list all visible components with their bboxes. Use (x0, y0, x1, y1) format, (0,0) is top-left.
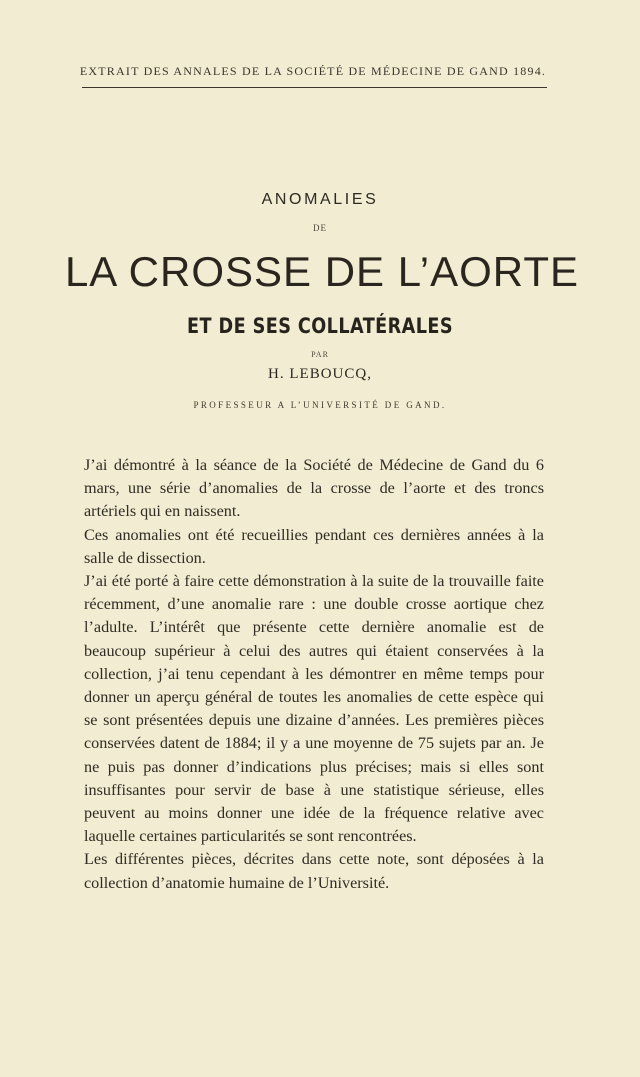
title-de: DE (313, 223, 327, 233)
paragraph-3: J’ai été porté à faire cette démonstration à la suite de la trouvaille faite récemment, d’une anomalie rare : une double crosse aortique chez l’adulte. L’intérêt que présente cette dernière anomalie est de beaucoup supérieur à celui des autres qui étaient conservées à la collection, j’ai tenu cependant à les démontrer en même temps pour donner un aperçu général de toutes les anomalies de cette espèce qui se sont présentées depuis une dizaine d’années. Les premières pièces conservées datent de 1884; il y a une moyenne de 75 sujets par an. Je ne puis pas donner d’indications plus précises; mais si elles sont insuffisantes pour servir de base à une statistique sérieuse, elles peuvent au moins donner une idée de la fréquence relative avec laquelle certaines particularités se sont rencontrées. (84, 572, 544, 846)
paragraph-4: Les différentes pièces, décrites dans cette note, sont déposées à la collection d’anatomie humaine de l’Université. (84, 850, 544, 892)
subtitle: ET DE SES COLLATÉRALES (187, 314, 453, 338)
par-label: PAR (311, 350, 329, 359)
body-text (84, 454, 544, 895)
main-title: LA CROSSE DE L’AORTE (64, 248, 580, 295)
header-rule (82, 87, 547, 88)
paragraph-2: Ces anomalies ont été recueillies pendant ces dernières années à la salle de dissection. (84, 525, 544, 567)
author-role: PROFESSEUR A L’UNIVERSITÉ DE GAND. (193, 400, 447, 410)
journal-header: EXTRAIT DES ANNALES DE LA SOCIÉTÉ DE MÉDECINE DE GAND 1894. (79, 64, 547, 78)
title-anomalies: ANOMALIES (261, 191, 379, 208)
author-name: H. LEBOUCQ, (268, 366, 372, 382)
paragraph-1: J’ai démontré à la séance de la Société de Médecine de Gand du 6 mars, une série d’anomalies de la crosse de l’aorte et des troncs artériels qui en naissent. (84, 456, 544, 521)
